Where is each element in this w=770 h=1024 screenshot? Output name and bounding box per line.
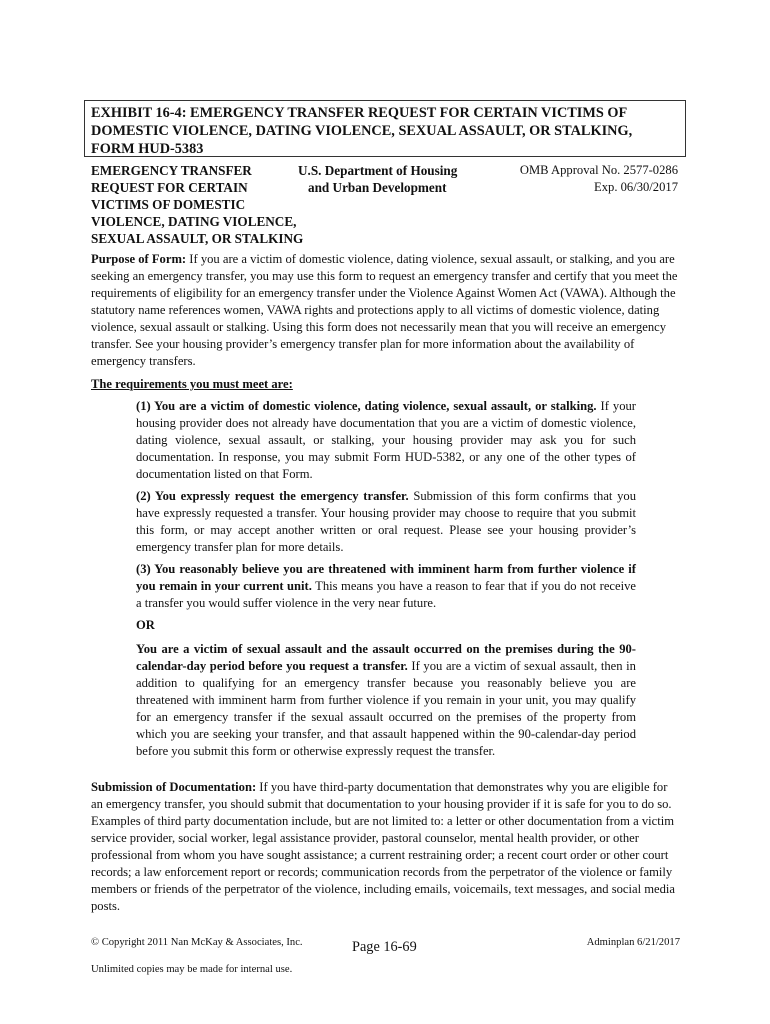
requirement-3-alt-title: You are a victim of sexual assault and the assault occurred on the premises during the 90-calendar-day period before you request a transfer. xyxy=(136,642,636,673)
exhibit-title-box xyxy=(84,100,686,157)
exhibit-title-line: EXHIBIT 16-4: EMERGENCY TRANSFER REQUEST FOR CERTAIN VICTIMS OF xyxy=(91,105,628,121)
omb-number: OMB Approval No. 2577-0286 xyxy=(519,163,678,177)
or-label: OR xyxy=(136,618,155,632)
requirement-1 xyxy=(136,398,636,483)
requirement-3-alt xyxy=(136,641,636,760)
exhibit-title-line: FORM HUD-5383 xyxy=(91,141,204,157)
form-name-line: VIOLENCE, DATING VIOLENCE, xyxy=(91,214,297,229)
or-divider xyxy=(136,617,636,634)
form-name-line: VICTIMS OF DOMESTIC xyxy=(91,197,246,212)
agency-line: and Urban Development xyxy=(308,180,447,195)
requirement-1-title: (1) You are a victim of domestic violence, dating violence, sexual assault, or stalking. xyxy=(136,399,597,413)
requirement-3 xyxy=(136,561,636,612)
exhibit-title-line: DOMESTIC VIOLENCE, DATING VIOLENCE, SEXUAL ASSAULT, OR STALKING, xyxy=(91,123,633,139)
requirement-1-text: If your housing provider does not already have documentation that you are a victim of domestic violence, dating violence, sexual assault, or stalking, your housing provider may ask you for such documentation. In response, you may submit Form HUD-5382, or any one of the other types of documentation listed on that Form. xyxy=(136,399,636,481)
form-name-line: SEXUAL ASSAULT, OR STALKING xyxy=(91,231,304,246)
requirements-heading-text: The requirements you must meet are: xyxy=(91,377,293,391)
agency-line: U.S. Department of Housing xyxy=(298,163,458,178)
requirements-heading xyxy=(91,376,681,393)
requirement-2-text: Submission of this form confirms that you have expressly requested a transfer. Your housing provider may choose to require that you submit this form, or may accept another written or oral request. Please see your housing provider’s emergency transfer plan for more details. xyxy=(136,489,636,554)
copyright-notice: © Copyright 2011 Nan McKay & Associates, Inc. xyxy=(91,937,303,948)
omb-expiration: Exp. 06/30/2017 xyxy=(594,180,678,194)
page-number: Page 16-69 xyxy=(352,939,417,955)
requirement-3-alt-text: If you are a victim of sexual assault, then in addition to qualifying for an emergency transfer because you reasonably believe you are threatened with imminent harm from further violence if you remain in your unit, you may qualify for an emergency transfer if the sexual assault occurred on the premises of the property from which you are seeking your transfer, and that assault happened within the 90-calendar-day period before you submit this form or otherwise expressly request the transfer. xyxy=(136,659,636,758)
adminplan-date: Adminplan 6/21/2017 xyxy=(586,937,680,948)
form-name-line: REQUEST FOR CERTAIN xyxy=(91,180,248,195)
agency-name xyxy=(298,162,498,196)
submission-label: Submission of Documentation: xyxy=(91,780,257,794)
copy-permission-note: Unlimited copies may be made for internal use. xyxy=(91,964,293,975)
submission-paragraph xyxy=(91,779,681,915)
form-name xyxy=(91,162,321,247)
submission-text: If you have third-party documentation that demonstrates why you are eligible for an emergency transfer, you should submit that documentation to your housing provider if it is safe for you to do so. Examples of third party documentation include, but are not limited to: a letter or other documentation from a victim service provider, social worker, legal assistance provider, pastoral counselor, mental health provider, or other professional from whom you have sought assistance; a current restraining order; a recent court order or other court records; a law enforcement report or records; communication records from the perpetrator of the violence or family members or friends of the perpetrator of the violence, including emails, voicemails, text messages, and social media posts. xyxy=(91,780,676,913)
form-name-line: EMERGENCY TRANSFER xyxy=(91,163,252,178)
omb-approval xyxy=(490,162,678,196)
purpose-text: If you are a victim of domestic violence, dating violence, sexual assault, or stalking, and you are seeking an emergency transfer, you may use this form to request an emergency transfer and certify that you meet the requirements of eligibility for an emergency transfer under the Violence Against Women Act (VAWA). Although the statutory name references women, VAWA rights and protections apply to all victims of domestic violence, dating violence, sexual assault or stalking. Using this form does not necessarily mean that you will receive an emergency transfer. See your housing provider’s emergency transfer plan for more information about the availability of emergency transfers. xyxy=(91,252,678,368)
requirement-3-title: (3) You reasonably believe you are threatened with imminent harm from further violence if you remain in your current unit. xyxy=(136,562,636,593)
requirement-3-text: This means you have a reason to fear that if you do not receive a transfer you would suffer violence in the very near future. xyxy=(136,579,636,610)
purpose-paragraph xyxy=(91,251,681,370)
purpose-label: Purpose of Form: xyxy=(91,252,187,266)
requirement-2-title: (2) You expressly request the emergency transfer. xyxy=(136,489,409,503)
requirement-2 xyxy=(136,488,636,556)
